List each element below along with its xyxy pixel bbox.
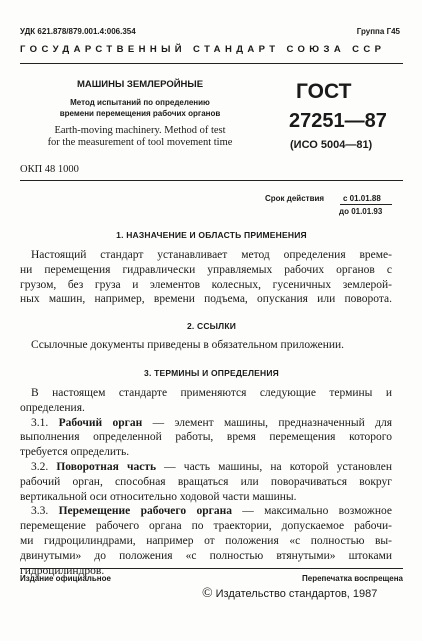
def-line: двинутыми» до положения «с полностью втянутыми» штоками [20, 549, 392, 562]
section-3-title: 3. ТЕРМИНЫ И ОПРЕДЕЛЕНИЯ [144, 368, 279, 378]
copyright-symbol: © [202, 586, 213, 601]
def-line: вертикальной оси относительно ходовой части машины. [20, 490, 297, 503]
def-line: рабочий орган, способная вращаться или поворачиваться вокруг [20, 475, 392, 488]
def-number: 3.1. [31, 416, 49, 429]
okp-code: ОКП 48 1000 [20, 164, 79, 175]
def-line: выполнения определенной работы, время перемещения которого [20, 431, 392, 444]
definition-3-2 [20, 460, 392, 475]
english-title-2: for the measurement of tool movement time [47, 137, 233, 148]
def-text: — максимально возможное [231, 505, 392, 518]
english-title-1: Earth-moving machinery. Method of test [54, 125, 226, 136]
footer-divider [20, 568, 403, 569]
section-1-title: 1. НАЗНАЧЕНИЕ И ОБЛАСТЬ ПРИМЕНЕНИЯ [116, 230, 307, 240]
copyright-line [202, 586, 377, 602]
udk-code: УДК 621.878/879.001.4:006.354 [20, 27, 136, 36]
s3-intro-line: В настоящем стандарте применяются следующие термины и [31, 387, 392, 399]
def-number: 3.3. [31, 505, 49, 518]
title-divider [20, 180, 403, 181]
def-term: Поворотная часть [56, 460, 157, 473]
gost-number: 27251—87 [289, 110, 387, 132]
definition-3-1 [20, 416, 392, 431]
validity-label: Срок действия [265, 194, 325, 203]
header-divider [20, 63, 403, 64]
iso-reference: (ИСО 5004—81) [290, 139, 373, 151]
reprint-notice: Перепечатка воспрещена [302, 574, 403, 583]
gost-label: ГОСТ [296, 80, 352, 103]
group-code: Группа Г45 [356, 27, 400, 36]
def-line: гидроцилиндров. [20, 564, 105, 577]
validity-to: до 01.01.93 [339, 207, 383, 216]
copyright-text: Издательство стандартов, 1987 [215, 588, 378, 600]
s1-line: ни перемещения гидравлически управляемых рабочих органов с [20, 263, 392, 276]
method-line-2: времени перемещения рабочих органов [59, 109, 221, 118]
def-line: требуется определить. [20, 446, 130, 459]
validity-underline [340, 204, 392, 205]
s1-line: грузом, без груза и элементов колесных, гусеничных землерой- [20, 278, 392, 291]
def-text: — элемент машины, предназначенный для [142, 416, 393, 429]
section-2-title: 2. ССЫЛКИ [186, 321, 237, 331]
section-1-body [20, 248, 392, 307]
section-2-body [20, 338, 392, 353]
def-term: Рабочий орган [58, 416, 143, 429]
standard-banner: ГОСУДАРСТВЕННЫЙ СТАНДАРТ СОЮЗА ССР [20, 44, 386, 55]
def-line: ми гидроцилиндрами, например от положения «с полностью вы- [20, 534, 392, 547]
section-3-body [20, 386, 392, 578]
definition-3-3 [20, 504, 392, 519]
def-number: 3.2. [31, 460, 49, 473]
s2-line: Ссылочные документы приведены в обязательном приложении. [31, 339, 345, 351]
validity-from: с 01.01.88 [343, 194, 381, 203]
def-line: перемещение рабочего органа по траектории, допускаемое рабочи- [20, 520, 392, 533]
s1-line: Настоящий стандарт устанавливает метод определения време- [31, 249, 392, 261]
s1-line: ных машин, например, времени подъема, опускания или поворота. [20, 293, 392, 306]
method-line-1: Метод испытаний по определению [70, 98, 210, 107]
official-edition: Издание официальное [20, 574, 111, 583]
def-term: Перемещение рабочего органа [58, 505, 232, 518]
subject-title: МАШИНЫ ЗЕМЛЕРОЙНЫЕ [76, 79, 204, 90]
s3-intro-line: определения. [20, 401, 85, 414]
def-text: — часть машины, на которой установлен [156, 460, 392, 473]
